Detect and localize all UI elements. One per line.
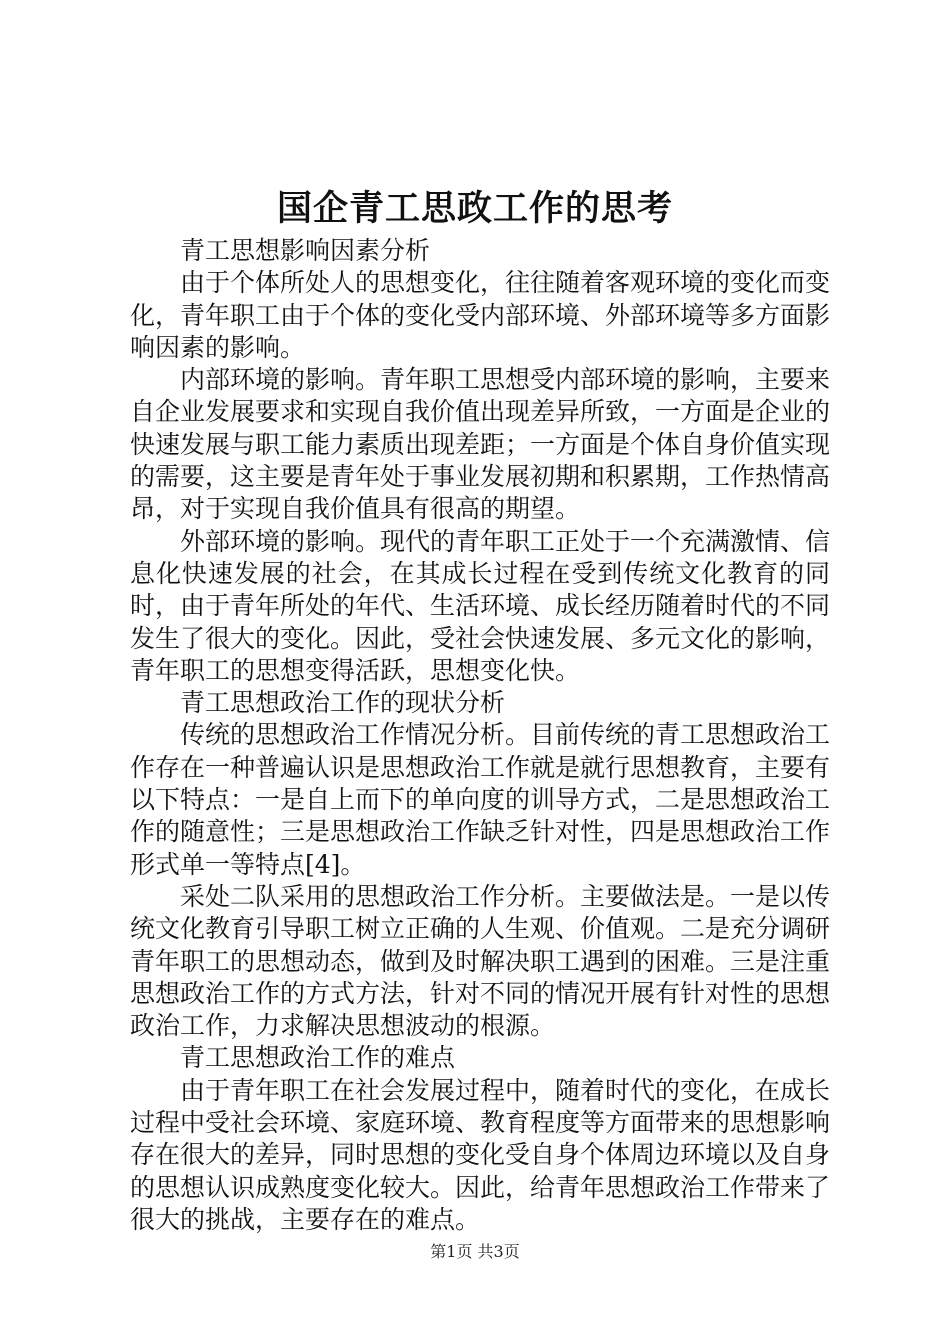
section-heading: 青工思想政治工作的现状分析: [180, 688, 506, 718]
section-heading: 青工思想政治工作的难点: [180, 1043, 456, 1073]
paragraph: 传统的思想政治工作情况分析。目前传统的青工思想政治工作存在一种普遍认识是思想政治工作就是就行思想教育，主要有以下特点：一是自上而下的单向度的训导方式，二是思想政治工作的随意性；三是思想政治工作缺乏针对性，四是思想政治工作形式单一等特点[4]。: [130, 720, 831, 879]
document-title: 国企青工思政工作的思考: [276, 188, 673, 229]
page-footer: 第1页 共3页: [430, 1242, 520, 1261]
paragraph: 外部环境的影响。现代的青年职工正处于一个充满激情、信息化快速发展的社会，在其成长过程在受到传统文化教育的同时，由于青年所处的年代、生活环境、成长经历随着时代的不同发生了很大的变化。因此，受社会快速发展、多元文化的影响，青年职工的思想变得活跃，思想变化快。: [130, 526, 831, 685]
paragraph: 内部环境的影响。青年职工思想受内部环境的影响，主要来自企业发展要求和实现自我价值出现差异所致，一方面是企业的快速发展与职工能力素质出现差距；一方面是个体自身价值实现的需要，这主要是青年处于事业发展初期和积累期，工作热情高昂，对于实现自我价值具有很高的期望。: [130, 365, 831, 524]
document-body: [130, 235, 830, 1236]
paragraph: 由于青年职工在社会发展过程中，随着时代的变化，在成长过程中受社会环境、家庭环境、教育程度等方面带来的思想影响存在很大的差异，同时思想的变化受自身个体周边环境以及自身的思想认识成熟度变化较大。因此，给青年思想政治工作带来了很大的挑战，主要存在的难点。: [130, 1075, 831, 1234]
section-heading: 青工思想影响因素分析: [180, 236, 431, 265]
paragraph: 由于个体所处人的思想变化，往往随着客观环境的变化而变化，青年职工由于个体的变化受内部环境、外部环境等多方面影响因素的影响。: [130, 268, 831, 362]
paragraph: 采处二队采用的思想政治工作分析。主要做法是。一是以传统文化教育引导职工树立正确的人生观、价值观。二是充分调研青年职工的思想动态，做到及时解决职工遇到的困难。三是注重思想政治工作的方式方法，针对不同的情况开展有针对性的思想政治工作，力求解决思想波动的根源。: [130, 881, 831, 1041]
